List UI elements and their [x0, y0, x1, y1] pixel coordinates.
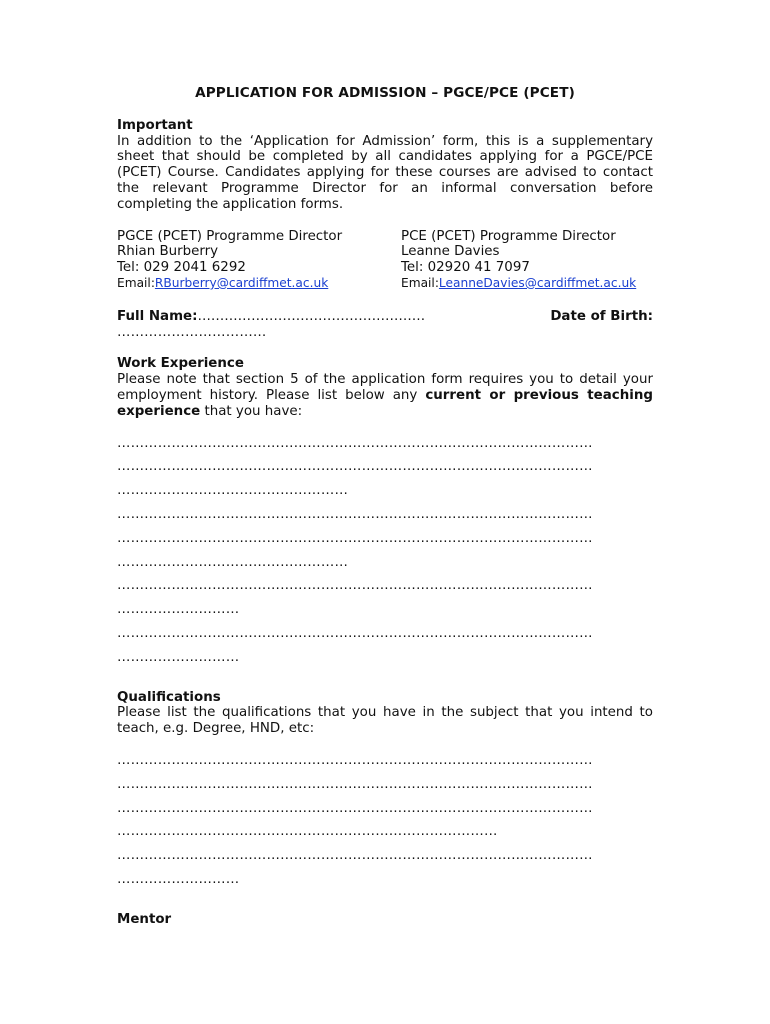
work-experience-heading: Work Experience [117, 356, 244, 372]
work-experience-text [117, 372, 653, 419]
work-experience-text-part: that you have: [200, 403, 303, 419]
qualifications-line[interactable]: ……………………… [117, 871, 240, 887]
work-experience-line[interactable]: …………………………………………………………………………………………… [117, 506, 593, 522]
important-text: In addition to the ‘Application for Admission’ form, this is a supplementary sheet that should be completed by all candidates applying for a PGCE/PCE (PCET) Course. Candidates applying for these courses are advised to contact the relevant Programme Director for an informal conversation before completing the application forms. [117, 133, 653, 212]
contact-role: PGCE (PCET) Programme Director [117, 228, 343, 244]
qualifications-text: Please list the qualifications that you have in the subject that you intend to teach, e.g. Degree, HND, etc: [117, 705, 653, 737]
qualifications-line[interactable]: …………………………………………………………………………………………… [117, 752, 593, 768]
contact-tel: Tel: 02920 41 7097 [401, 260, 530, 276]
document-page [117, 86, 653, 927]
work-experience-line[interactable]: …………………………………………………………………………………………… [117, 435, 593, 451]
work-experience-line[interactable]: ……………………… [117, 602, 240, 618]
qualifications-heading: Qualifications [117, 689, 221, 705]
qualifications-line[interactable]: ………………………………………………………………………… [117, 824, 498, 840]
work-experience-line[interactable]: …………………………………………………………………………………………… [117, 530, 593, 546]
dob-dots[interactable]: …………………………… [117, 324, 267, 340]
full-name-field[interactable] [117, 309, 425, 325]
work-experience-line[interactable]: …………………………………………………………………………………………… [117, 578, 593, 594]
contact-name: Leanne Davies [401, 244, 500, 260]
qualifications-section [117, 690, 653, 888]
work-experience-line[interactable]: …………………………………………………………………………………………… [117, 625, 593, 641]
important-heading: Important [117, 117, 193, 133]
full-name-label: Full Name: [117, 308, 198, 324]
contacts-block [117, 229, 653, 292]
qualifications-line[interactable]: …………………………………………………………………………………………… [117, 800, 593, 816]
contact-email-link[interactable]: RBurberry@cardiffmet.ac.uk [154, 275, 329, 290]
contact-email-row [117, 276, 401, 292]
work-experience-line[interactable]: …………………………………………… [117, 554, 349, 570]
work-experience-line[interactable]: …………………………………………………………………………………………… [117, 459, 593, 475]
qualifications-line[interactable]: …………………………………………………………………………………………… [117, 848, 593, 864]
mentor-heading: Mentor [117, 911, 172, 927]
contact-email-label: Email: [401, 275, 439, 290]
qualifications-line[interactable]: …………………………………………………………………………………………… [117, 776, 593, 792]
contact-role: PCE (PCET) Programme Director [401, 228, 616, 244]
work-experience-line[interactable]: …………………………………………… [117, 483, 349, 499]
contact-email-label: Email: [117, 275, 155, 290]
contact-email-link[interactable]: LeanneDavies@cardiffmet.ac.uk [438, 275, 637, 290]
contact-email-row [401, 276, 653, 292]
contact-pgce [117, 229, 401, 292]
document-title: APPLICATION FOR ADMISSION – PGCE/PCE (PCET) [195, 85, 575, 101]
work-experience-text-part: Please note that section 5 of the application form requires you to detail your employment history. Please list below any [117, 372, 653, 403]
work-experience-line[interactable]: ……………………… [117, 649, 240, 665]
contact-pce [401, 229, 653, 292]
work-experience-section [117, 356, 653, 665]
contact-tel: Tel: 029 2041 6292 [117, 260, 246, 276]
full-name-dots: …………………………………………… [197, 308, 426, 324]
dob-label: Date of Birth: [550, 308, 653, 324]
contact-name: Rhian Burberry [117, 244, 219, 260]
work-experience-text-bold: current or previous teaching experience [117, 387, 653, 419]
full-name-row [117, 309, 653, 325]
